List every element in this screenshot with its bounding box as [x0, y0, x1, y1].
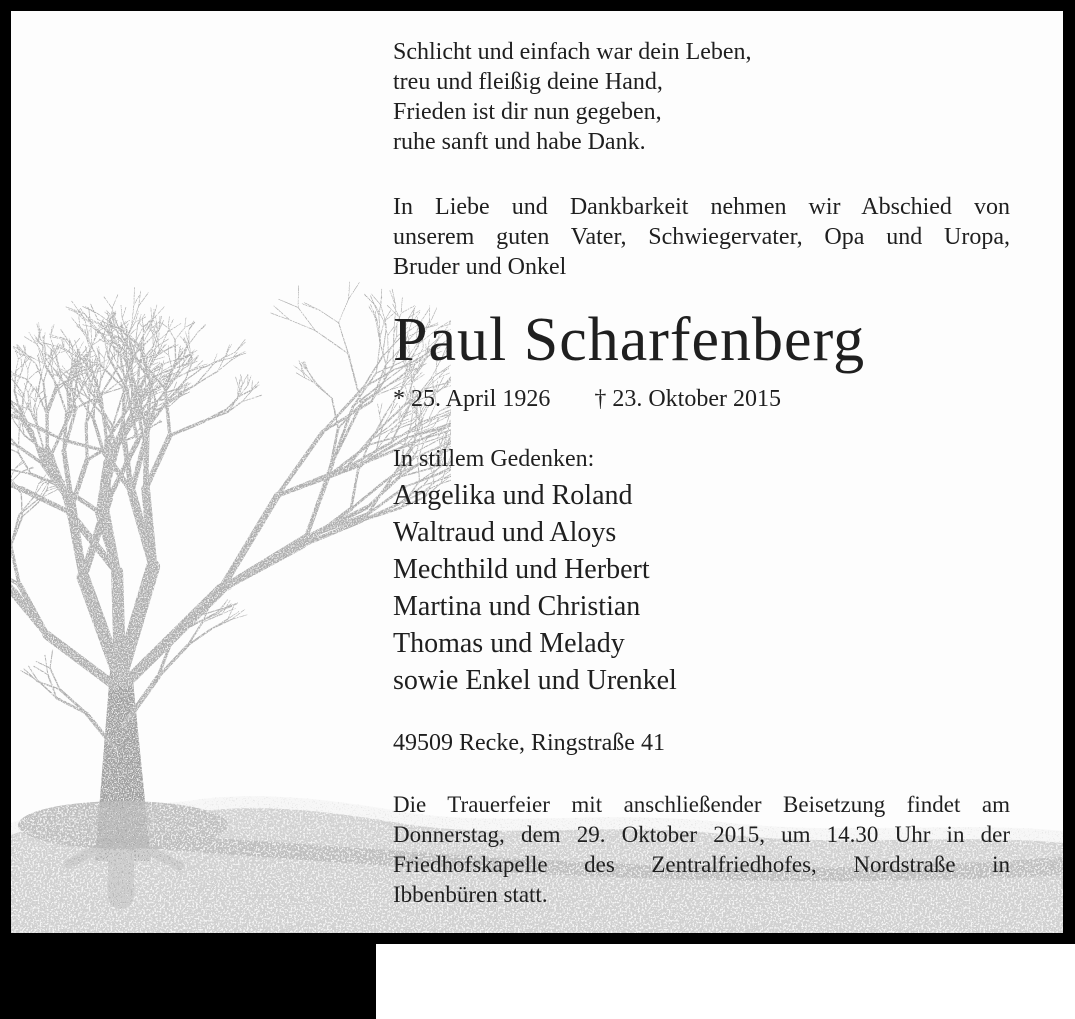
poem — [393, 37, 1010, 157]
obituary-card — [11, 11, 1063, 933]
memorial-heading: In stillem Gedenken: — [393, 446, 595, 472]
birth-date: * 25. April 1926 — [393, 386, 551, 412]
deceased-name: Paul Scharfenberg — [393, 306, 866, 374]
death-date: † 23. Oktober 2015 — [594, 386, 781, 412]
mourner-line: sowie Enkel und Urenkel — [393, 665, 677, 696]
mourner-line: Angelika und Roland — [393, 480, 633, 511]
intro-line: unserem guten Vater, Schwiegervater, Opa und Uropa, — [393, 224, 1010, 250]
funeral-line: Friedhofskapelle des Zentralfriedhofes, Nordstraße in — [393, 852, 1010, 877]
corner-paper — [376, 944, 1075, 1019]
mourner-line: Mechthild und Herbert — [393, 554, 650, 585]
intro-line: In Liebe und Dankbarkeit nehmen wir Abschied von — [393, 194, 1010, 220]
funeral-paragraph — [393, 790, 1010, 910]
poem-line: Schlicht und einfach war dein Leben, — [393, 39, 752, 65]
poem-line: Frieden ist dir nun gegeben, — [393, 99, 662, 125]
intro-paragraph — [393, 192, 1010, 282]
mourner-line: Martina und Christian — [393, 591, 641, 622]
poem-line: treu und fleißig deine Hand, — [393, 69, 663, 95]
life-dates — [393, 384, 1010, 414]
mourner-line: Waltraud und Aloys — [393, 517, 617, 548]
mourner-line: Thomas und Melady — [393, 628, 625, 659]
mourners-list — [393, 477, 1010, 699]
funeral-line: Ibbenbüren statt. — [393, 882, 548, 907]
intro-line: Bruder und Onkel — [393, 254, 567, 280]
funeral-line: Die Trauerfeier mit anschließender Beisetzung findet am — [393, 792, 1010, 817]
funeral-line: Donnerstag, dem 29. Oktober 2015, um 14.30 Uhr in der — [393, 822, 1010, 847]
address-line: 49509 Recke, Ringstraße 41 — [393, 730, 665, 756]
obituary-text — [393, 11, 1010, 910]
poem-line: ruhe sanft und habe Dank. — [393, 129, 646, 155]
